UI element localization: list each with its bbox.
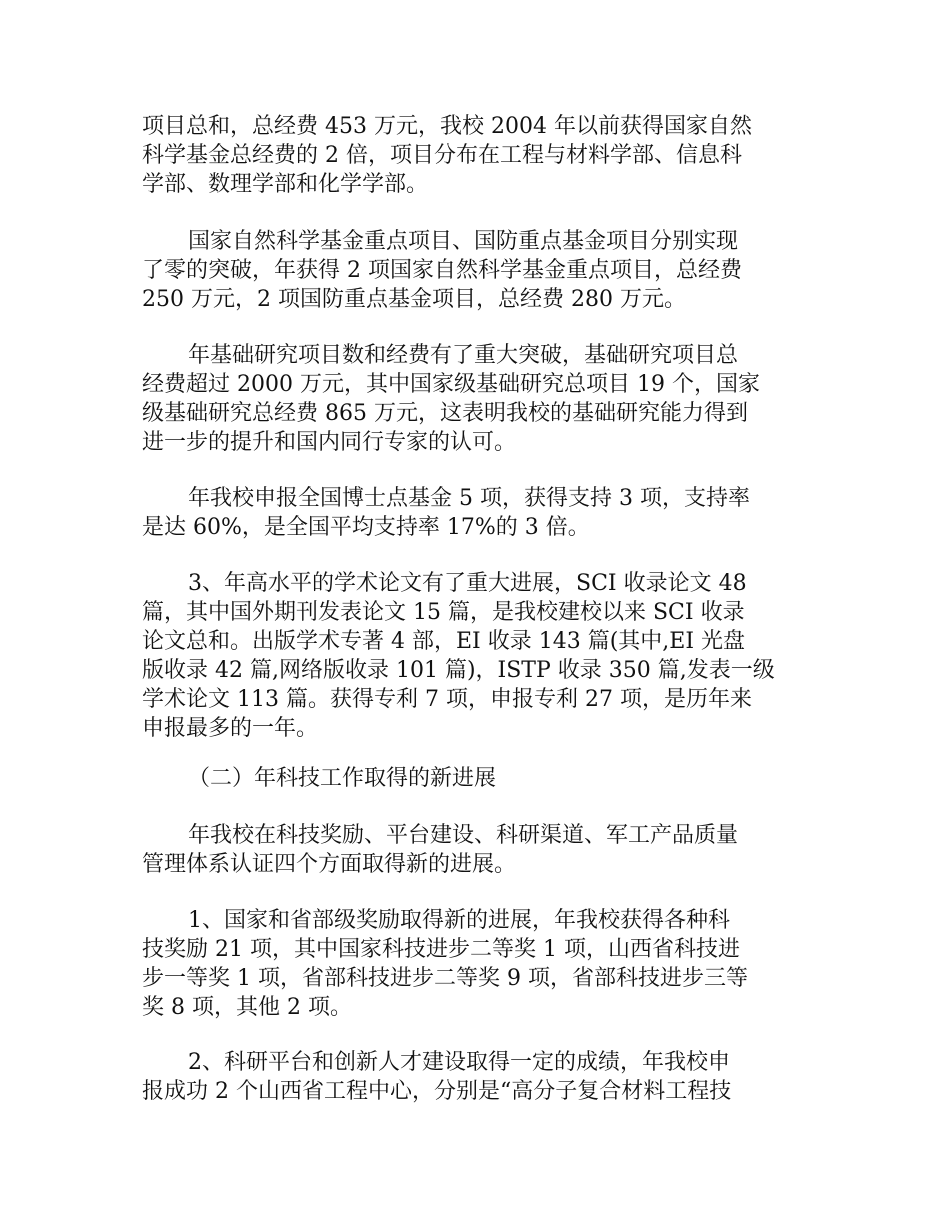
paragraph-line: 是达 60%，是全国平均支持率 17%的 3 倍。	[142, 515, 590, 540]
paragraph-line: 经费超过 2000 万元，其中国家级基础研究总项目 19 个，国家	[142, 372, 760, 397]
paragraph-line: 论文总和。出版学术专著 4 部，EI 收录 143 篇(其中,EI 光盘	[142, 629, 746, 654]
paragraph	[142, 341, 812, 457]
paragraph	[142, 906, 812, 1022]
paragraph-line: 报成功 2 个山西省工程中心，分别是“高分子复合材料工程技	[142, 1079, 732, 1104]
paragraph-line: 2、科研平台和创新人才建设取得一定的成绩，年我校申	[188, 1050, 730, 1075]
paragraph-line: 级基础研究总经费 865 万元，这表明我校的基础研究能力得到	[142, 401, 748, 426]
paragraph-line: 国家自然科学基金重点项目、国防重点基金项目分别实现	[188, 229, 739, 254]
paragraph-line: 3、年高水平的学术论文有了重大进展，SCI 收录论文 48	[188, 571, 747, 596]
paragraph-line: 了零的突破，年获得 2 项国家自然科学基金重点项目，总经费	[142, 258, 742, 283]
paragraph-line: 年我校申报全国博士点基金 5 项，获得支持 3 项，支持率	[188, 486, 750, 511]
paragraph-line: 年我校在科技奖励、平台建设、科研渠道、军工产品质量	[188, 823, 739, 848]
paragraph-line: 250 万元，2 项国防重点基金项目，总经费 280 万元。	[142, 287, 686, 312]
paragraph	[142, 1048, 812, 1106]
paragraph-line: 学部、数理学部和化学学部。	[142, 172, 429, 197]
paragraph	[142, 227, 812, 314]
paragraph-line: 技奖励 21 项，其中国家科技进步二等奖 1 项，山西省科技进	[142, 937, 740, 962]
paragraph-line: 管理体系认证四个方面取得新的进展。	[142, 852, 517, 877]
paragraph-line: 年基础研究项目数和经费有了重大突破，基础研究项目总	[188, 343, 739, 368]
paragraph-line: 篇，其中国外期刊发表论文 15 篇，是我校建校以来 SCI 收录	[142, 600, 745, 625]
paragraph	[142, 112, 812, 199]
paragraph	[142, 764, 812, 793]
paragraph	[142, 569, 812, 743]
paragraph-line: 奖 8 项，其他 2 项。	[142, 995, 352, 1020]
paragraph	[142, 484, 812, 542]
paragraph-line: 项目总和，总经费 453 万元，我校 2004 年以前获得国家自然	[142, 114, 752, 139]
paragraph-line: 申报最多的一年。	[142, 716, 319, 741]
paragraph-line: 步一等奖 1 项，省部科技进步二等奖 9 项，省部科技进步三等	[142, 966, 748, 991]
paragraph-line: 1、国家和省部级奖励取得新的进展，年我校获得各种科	[188, 908, 730, 933]
paragraph-line: （二）年科技工作取得的新进展	[188, 766, 497, 791]
paragraph-line: 进一步的提升和国内同行专家的认可。	[142, 430, 517, 455]
paragraph	[142, 821, 812, 879]
paragraph-line: 版收录 42 篇,网络版收录 101 篇)，ISTP 收录 350 篇,发表一级	[142, 658, 775, 683]
paragraph-line: 学术论文 113 篇。获得专利 7 项，申报专利 27 项，是历年来	[142, 687, 752, 712]
paragraph-line: 科学基金总经费的 2 倍，项目分布在工程与材料学部、信息科	[142, 143, 742, 168]
